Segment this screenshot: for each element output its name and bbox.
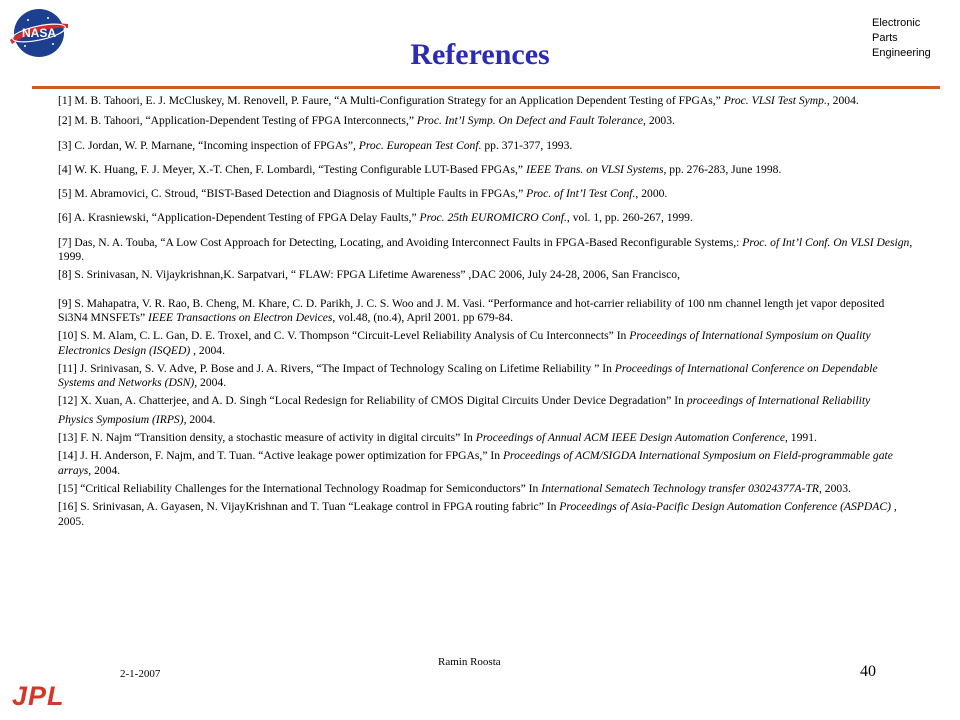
reference-venue: IEEE Transactions on Electron Devices [148, 310, 333, 324]
reference-text: [6] A. Krasniewski, “Application-Dependent Testing of FPGA Delay Faults,” [58, 211, 420, 225]
reference-venue: Proc. Int’l Symp. On Defect and Fault Tolerance [416, 114, 644, 128]
reference-venue: Proc. European Test Conf. [358, 138, 482, 152]
page-number: 40 [860, 663, 876, 680]
reference-text: [4] W. K. Huang, F. J. Meyer, X.-T. Chen, F. Lombardi, “Testing Configurable LUT-Based FPGAs,” [58, 162, 526, 176]
reference-item [58, 139, 914, 153]
department-line: Parts [872, 32, 898, 44]
header-divider [32, 86, 940, 89]
reference-text: [15] “Critical Reliability Challenges for the International Technology Roadmap for Semiconductors” In [58, 481, 542, 495]
reference-text: [10] S. M. Alam, C. L. Gan, D. E. Troxel, and C. V. Thompson “Circuit-Level Reliability Analysis of Cu Interconnects” In [58, 329, 630, 343]
footer-date: 2-1-2007 [120, 668, 161, 680]
reference-venue: IEEE Trans. on VLSI Systems [525, 162, 664, 176]
reference-venue: Proc. VLSI Test Symp. [723, 94, 827, 107]
jpl-logo-text: JPL [12, 682, 65, 708]
reference-text: [2] M. B. Tahoori, “Application-Dependent Testing of FPGA Interconnects,” [58, 114, 417, 128]
reference-text: , pp. 276-283, June 1998. [663, 162, 782, 176]
reference-item [58, 187, 914, 201]
reference-text: , 2005. [58, 500, 897, 528]
reference-text: , vol. 1, pp. 260-267, 1999. [566, 211, 693, 225]
reference-text: [14] J. H. Anderson, F. Najm, and T. Tuan. “Active leakage power optimization for FPGAs,” In [58, 449, 503, 463]
footer-author: Ramin Roosta [438, 656, 501, 668]
reference-item [58, 211, 914, 225]
department-line: Engineering [872, 47, 931, 59]
reference-text: [7] Das, N. A. Touba, “A Low Cost Approach for Detecting, Locating, and Avoiding Interconnect Faults in FPGA-Based Reconfigurable Systems,: [58, 235, 743, 249]
reference-item [58, 500, 914, 529]
reference-venue: Proc. of Int’l Conf. On VLSI Design [742, 235, 910, 249]
reference-text: [8] S. Srinivasan, N. Vijaykrishnan,K. Sarpatvari, “ FLAW: FPGA Lifetime Awareness” ,DAC 2006, July 24-28, 2006, San Francisco, [58, 268, 681, 282]
reference-text: [5] M. Abramovici, C. Stroud, “BIST-Based Detection and Diagnosis of Multiple Faults in FPGAs,” [58, 187, 527, 201]
reference-item [58, 449, 914, 478]
reference-item [58, 413, 914, 427]
reference-text: , vol.48, (no.4), April 2001. pp 679-84. [332, 310, 514, 324]
reference-text: , 2003. [643, 114, 675, 128]
reference-venue: Physics Symposium (IRPS), [58, 412, 187, 426]
reference-text: , 2004. [190, 343, 225, 357]
nasa-logo-text: NASA [21, 26, 57, 40]
department-line: Electronic [872, 17, 921, 29]
reference-text: pp. 371-377, 1993. [481, 138, 573, 152]
reference-text: 2004. [197, 376, 227, 390]
reference-item [58, 394, 914, 408]
reference-venue: Proceedings of International Conference on Dependable Systems and Networks (DSN), [58, 361, 878, 390]
reference-item [58, 114, 914, 128]
reference-text: [13] F. N. Najm “Transition density, a stochastic measure of activity in digital circuits” In [58, 431, 476, 445]
reference-text: [9] S. Mahapatra, V. R. Rao, B. Cheng, M. Khare, C. D. Parikh, J. C. S. Woo and J. M. Vasi. “Performance and hot-carrier reliability of 100 nm channel length jet vapor deposited Si3N4 MNSFETs” [58, 296, 885, 324]
reference-text: , 2004. [826, 94, 859, 107]
reference-venue: Proceedings of ACM/SIGDA International Symposium on Field-programmable gate arrays [58, 449, 893, 477]
reference-list [58, 94, 914, 533]
reference-text: , 1999. [58, 235, 913, 264]
reference-item [58, 329, 914, 358]
reference-text: , 2004. [88, 463, 121, 477]
department-label [872, 16, 931, 61]
reference-item [58, 268, 914, 282]
reference-venue: International Sematech Technology transfer 03024377A-TR [541, 481, 819, 495]
reference-item [58, 431, 914, 445]
reference-item [58, 236, 914, 265]
reference-item [58, 94, 914, 108]
reference-text: 2004. [186, 412, 216, 426]
reference-item [58, 163, 914, 177]
reference-text: , 2000. [635, 187, 668, 201]
reference-item [58, 297, 914, 326]
reference-venue: Proceedings of Asia-Pacific Design Automation Conference (ASPDAC) [559, 500, 891, 514]
page-title: References [410, 38, 550, 71]
reference-venue: Proceedings of Annual ACM IEEE Design Automation Conference [475, 431, 785, 445]
reference-text: [1] M. B. Tahoori, E. J. McCluskey, M. Renovell, P. Faure, “A Multi-Configuration Strategy for an Application Dependent Testing of FPGAs,” [58, 94, 724, 107]
reference-text: [3] C. Jordan, W. P. Marnane, “Incoming inspection of FPGAs”, [58, 138, 359, 152]
reference-text: [12] X. Xuan, A. Chatterjee, and A. D. Singh “Local Redesign for Reliability of CMOS Digital Circuits Under Device Degradation” In [58, 394, 687, 408]
reference-text: [16] S. Srinivasan, A. Gayasen, N. VijayKrishnan and T. Tuan “Leakage control in FPGA routing fabric” In [58, 500, 560, 514]
reference-venue: Proc. 25th EUROMICRO Conf. [419, 211, 567, 225]
reference-venue: proceedings of International Reliability [686, 394, 871, 408]
reference-text: , 1991. [785, 431, 817, 445]
reference-text: , 2003. [819, 481, 851, 495]
reference-item [58, 362, 914, 391]
reference-item [58, 482, 914, 496]
reference-text: [11] J. Srinivasan, S. V. Adve, P. Bose and J. A. Rivers, “The Impact of Technology Scaling on Lifetime Reliability ” In [58, 361, 615, 375]
reference-venue: Proceedings of International Symposium on Quality Electronics Design (ISQED) [58, 329, 871, 357]
jpl-logo [10, 682, 82, 708]
reference-venue: Proc. of Int’l Test Conf. [526, 187, 636, 201]
